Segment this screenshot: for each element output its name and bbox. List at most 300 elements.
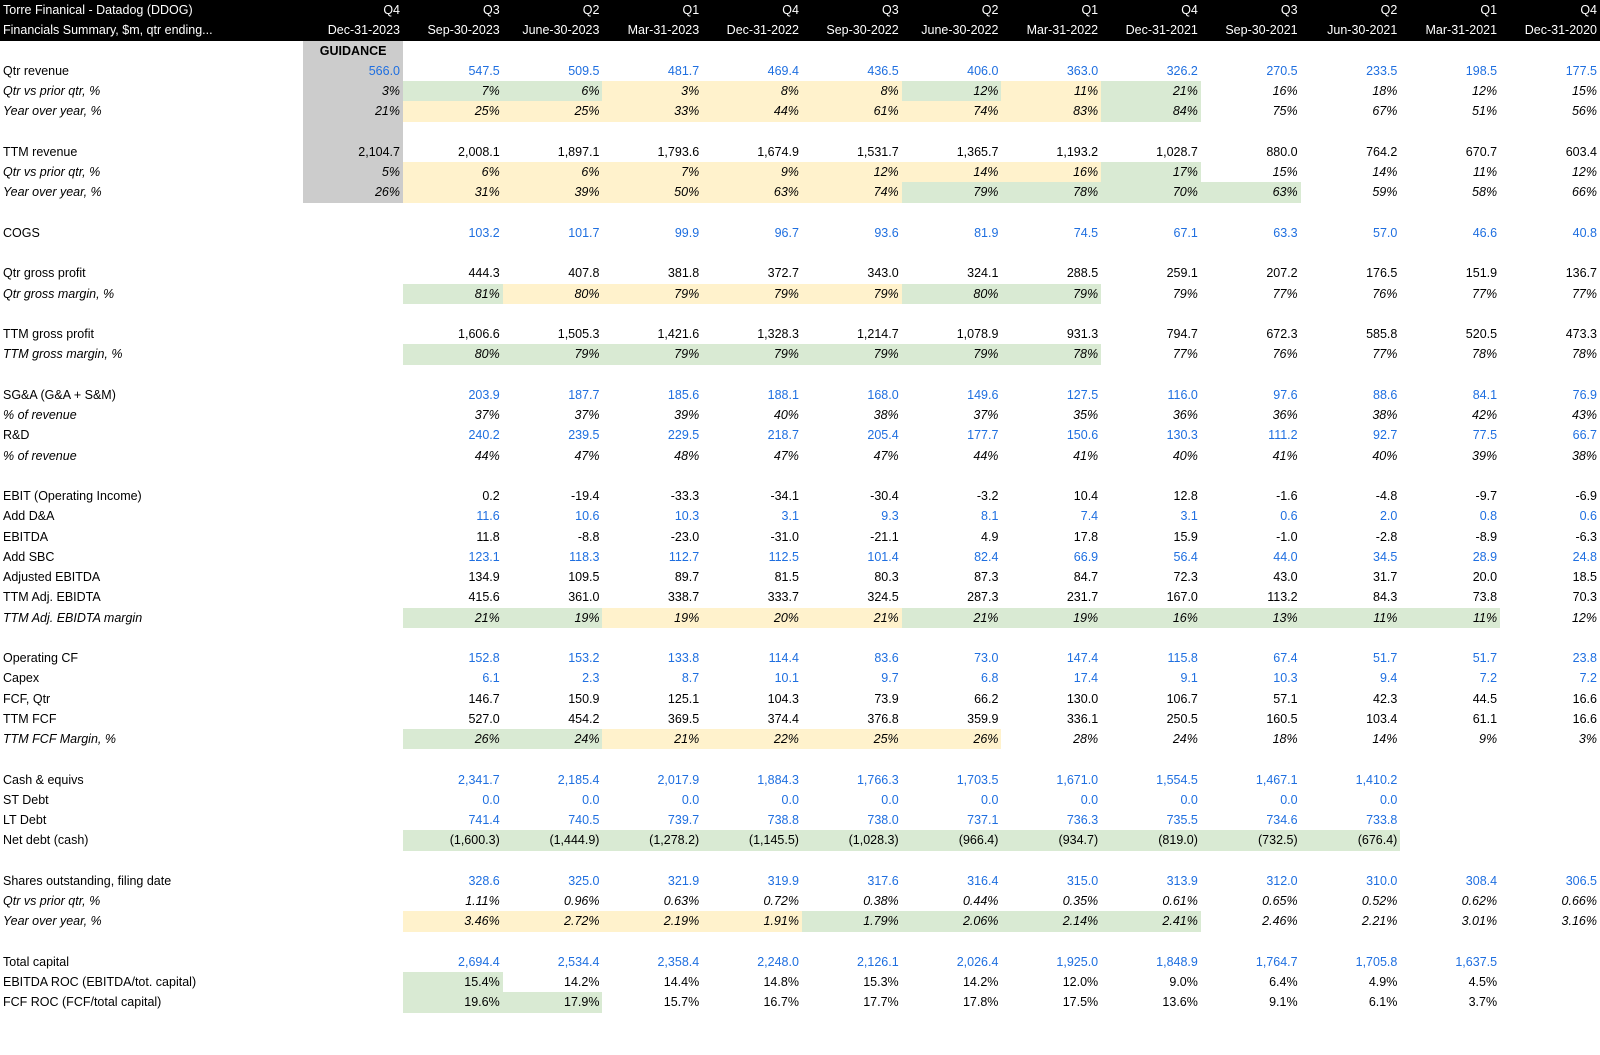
value-cell[interactable]: 1,671.0 <box>1056 772 1099 787</box>
value-cell[interactable]: 9% <box>702 162 802 182</box>
value-cell[interactable]: 63.3 <box>1273 225 1298 240</box>
value-cell[interactable]: -33.3 <box>670 489 700 504</box>
empty-cell[interactable] <box>1400 749 1500 769</box>
value-cell[interactable]: (934.7) <box>1001 830 1101 850</box>
guidance-header[interactable]: GUIDANCE <box>303 41 403 61</box>
empty-cell[interactable] <box>503 365 603 385</box>
value-cell[interactable]: 16% <box>1272 84 1298 99</box>
empty-cell[interactable] <box>1400 851 1500 871</box>
value-cell[interactable]: 73.9 <box>874 691 899 706</box>
value-cell[interactable]: 177.7 <box>967 428 999 443</box>
guidance-value-cell[interactable] <box>303 729 403 749</box>
value-cell[interactable]: 738.8 <box>767 813 799 828</box>
value-cell[interactable]: 0.66% <box>1561 894 1597 909</box>
value-cell[interactable]: 0.6 <box>1280 509 1298 524</box>
empty-cell[interactable] <box>0 304 303 324</box>
value-cell[interactable]: 6% <box>503 81 603 101</box>
value-cell[interactable]: 67.1 <box>1173 225 1198 240</box>
value-cell[interactable]: -23.0 <box>670 529 700 544</box>
value-cell[interactable]: 78% <box>1472 347 1498 362</box>
date-header-cell[interactable]: Dec-31-2022 <box>702 20 802 40</box>
value-cell[interactable]: 12% <box>1571 165 1597 180</box>
empty-cell[interactable] <box>1101 628 1201 648</box>
empty-cell[interactable] <box>802 243 902 263</box>
empty-cell[interactable] <box>602 122 702 142</box>
value-cell[interactable]: 21% <box>902 608 1002 628</box>
value-cell[interactable]: 7.4 <box>1080 509 1099 524</box>
row-label[interactable]: Shares outstanding, filing date <box>3 873 172 888</box>
value-cell[interactable]: 78% <box>1571 347 1597 362</box>
value-cell[interactable]: 0.0 <box>1379 792 1398 807</box>
value-cell[interactable]: 1,637.5 <box>1455 954 1498 969</box>
value-cell[interactable]: 1,793.6 <box>657 144 700 159</box>
guidance-value-cell[interactable] <box>303 648 403 668</box>
value-cell[interactable]: 130.3 <box>1166 428 1198 443</box>
row-label[interactable]: Operating CF <box>3 651 79 666</box>
value-cell[interactable]: 153.2 <box>568 651 600 666</box>
value-cell[interactable]: 6% <box>403 162 503 182</box>
empty-cell[interactable] <box>602 466 702 486</box>
value-cell[interactable]: 81.5 <box>774 570 799 585</box>
value-cell[interactable]: 10.3 <box>1273 671 1298 686</box>
empty-cell[interactable] <box>1500 304 1600 324</box>
empty-cell[interactable] <box>1400 243 1500 263</box>
value-cell[interactable]: 4.9 <box>981 529 999 544</box>
value-cell[interactable]: 38% <box>1372 408 1398 423</box>
guidance-value-cell[interactable] <box>303 324 403 344</box>
value-cell[interactable]: 288.5 <box>1066 266 1099 281</box>
value-cell[interactable]: 1,505.3 <box>557 327 600 342</box>
guidance-value-cell[interactable] <box>303 547 403 567</box>
value-cell[interactable]: 1,766.3 <box>856 772 899 787</box>
value-cell[interactable]: 527.0 <box>468 711 500 726</box>
value-cell[interactable]: 231.7 <box>1066 590 1099 605</box>
value-cell[interactable]: 17.8% <box>962 995 999 1010</box>
value-cell[interactable]: 79% <box>902 182 1002 202</box>
value-cell[interactable]: 84.7 <box>1073 570 1099 585</box>
value-cell[interactable]: 12.0% <box>1062 975 1099 990</box>
empty-cell[interactable] <box>1201 365 1301 385</box>
value-cell[interactable]: 0.0 <box>1080 792 1099 807</box>
value-cell[interactable]: 16.6 <box>1572 711 1597 726</box>
value-cell[interactable]: 2.0 <box>1379 509 1398 524</box>
value-cell[interactable]: 2.21% <box>1361 914 1398 929</box>
value-cell[interactable]: 61% <box>802 101 902 121</box>
value-cell[interactable]: 19% <box>602 608 702 628</box>
value-cell[interactable]: 3.01% <box>1461 914 1498 929</box>
value-cell[interactable]: 3.46% <box>403 911 503 931</box>
value-cell[interactable]: 92.7 <box>1373 428 1398 443</box>
empty-cell[interactable] <box>1201 122 1301 142</box>
value-cell[interactable]: 17% <box>1101 162 1201 182</box>
empty-cell[interactable] <box>1101 851 1201 871</box>
value-cell[interactable]: 42.3 <box>1373 691 1398 706</box>
empty-cell[interactable] <box>303 304 403 324</box>
guidance-value-cell[interactable]: 26% <box>303 182 403 202</box>
empty-cell[interactable] <box>702 851 802 871</box>
value-cell[interactable]: 1,328.3 <box>757 327 799 342</box>
value-cell[interactable]: 101.7 <box>568 225 600 240</box>
value-cell[interactable]: (732.5) <box>1201 830 1301 850</box>
guidance-value-cell[interactable] <box>303 709 403 729</box>
value-cell[interactable]: 23.8 <box>1572 651 1597 666</box>
empty-cell[interactable] <box>602 243 702 263</box>
value-cell[interactable]: 0.72% <box>763 894 799 909</box>
empty-cell[interactable] <box>902 365 1002 385</box>
value-cell[interactable]: 240.2 <box>468 428 500 443</box>
empty-cell[interactable] <box>802 203 902 223</box>
empty-cell[interactable] <box>1001 203 1101 223</box>
empty-cell[interactable] <box>0 851 303 871</box>
empty-cell[interactable] <box>303 243 403 263</box>
empty-cell[interactable] <box>602 932 702 952</box>
value-cell[interactable]: 0.61% <box>1162 894 1198 909</box>
date-header-cell[interactable]: Sep-30-2021 <box>1201 20 1301 40</box>
value-cell[interactable]: 40% <box>1372 448 1398 463</box>
empty-cell[interactable] <box>403 122 503 142</box>
guidance-value-cell[interactable] <box>303 385 403 405</box>
value-cell[interactable]: 21% <box>602 729 702 749</box>
value-cell[interactable]: 1,848.9 <box>1156 954 1198 969</box>
value-cell[interactable]: -1.6 <box>1276 489 1298 504</box>
value-cell[interactable]: 16.6 <box>1572 691 1597 706</box>
value-cell[interactable]: 3% <box>1578 732 1597 747</box>
value-cell[interactable]: 106.7 <box>1166 691 1198 706</box>
empty-cell[interactable] <box>1201 203 1301 223</box>
value-cell[interactable] <box>1500 972 1600 992</box>
value-cell[interactable]: 18% <box>1272 732 1298 747</box>
row-label[interactable]: EBITDA ROC (EBITDA/tot. capital) <box>3 975 197 990</box>
value-cell[interactable]: 15.3% <box>863 975 899 990</box>
value-cell[interactable]: 481.7 <box>667 63 700 78</box>
row-label[interactable]: Year over year, % <box>3 185 102 200</box>
value-cell[interactable]: 8.7 <box>681 671 700 686</box>
empty-cell[interactable] <box>902 628 1002 648</box>
guidance-value-cell[interactable] <box>303 810 403 830</box>
value-cell[interactable]: 1,925.0 <box>1056 954 1099 969</box>
value-cell[interactable]: -30.4 <box>870 489 899 504</box>
empty-cell[interactable] <box>802 466 902 486</box>
value-cell[interactable]: 436.5 <box>867 63 899 78</box>
value-cell[interactable]: 12% <box>1571 610 1597 625</box>
empty-cell[interactable] <box>303 932 403 952</box>
value-cell[interactable]: 40% <box>773 408 799 423</box>
value-cell[interactable]: 14.2% <box>962 975 999 990</box>
empty-cell[interactable] <box>1500 203 1600 223</box>
value-cell[interactable]: 10.6 <box>575 509 600 524</box>
empty-cell[interactable] <box>1201 304 1301 324</box>
value-cell[interactable]: 287.3 <box>967 590 999 605</box>
value-cell[interactable]: 738.0 <box>867 813 899 828</box>
empty-cell[interactable] <box>602 365 702 385</box>
empty-cell[interactable] <box>1301 851 1401 871</box>
guidance-value-cell[interactable]: 3% <box>303 81 403 101</box>
empty-cell[interactable] <box>702 304 802 324</box>
quarter-header-cell[interactable]: Q2 <box>902 0 1002 20</box>
value-cell[interactable]: 734.6 <box>1266 813 1298 828</box>
guidance-value-cell[interactable] <box>303 790 403 810</box>
value-cell[interactable]: 150.9 <box>568 691 600 706</box>
value-cell[interactable]: 10.3 <box>674 509 700 524</box>
value-cell[interactable]: 116.0 <box>1167 387 1198 402</box>
value-cell[interactable]: 372.7 <box>767 266 799 281</box>
value-cell[interactable]: 22% <box>702 729 802 749</box>
empty-cell[interactable] <box>0 932 303 952</box>
value-cell[interactable]: 80% <box>403 344 503 364</box>
guidance-value-cell[interactable] <box>303 223 403 243</box>
empty-cell[interactable] <box>702 203 802 223</box>
value-cell[interactable]: 2.14% <box>1001 911 1101 931</box>
value-cell[interactable]: 79% <box>602 344 702 364</box>
value-cell[interactable]: 24.8 <box>1572 549 1597 564</box>
value-cell[interactable]: 6.8 <box>981 671 999 686</box>
empty-cell[interactable] <box>602 41 702 61</box>
value-cell[interactable]: 112.5 <box>768 549 799 564</box>
row-label[interactable]: TTM Adj. EBIDTA <box>3 590 101 605</box>
value-cell[interactable]: 7.2 <box>1579 671 1597 686</box>
value-cell[interactable]: 21% <box>802 608 902 628</box>
value-cell[interactable]: 123.1 <box>468 549 500 564</box>
value-cell[interactable]: 58% <box>1472 185 1498 200</box>
value-cell[interactable]: -1.0 <box>1276 529 1298 544</box>
empty-cell[interactable] <box>602 304 702 324</box>
empty-cell[interactable] <box>902 466 1002 486</box>
empty-cell[interactable] <box>1201 932 1301 952</box>
value-cell[interactable]: 14.2% <box>564 975 600 990</box>
row-label[interactable]: Total capital <box>3 954 70 969</box>
value-cell[interactable]: 24% <box>503 729 603 749</box>
empty-cell[interactable] <box>1001 628 1101 648</box>
value-cell[interactable]: 112.7 <box>668 549 700 564</box>
row-label[interactable]: LT Debt <box>3 813 47 828</box>
value-cell[interactable]: 250.5 <box>1166 711 1198 726</box>
date-header-cell[interactable]: Jun-30-2021 <box>1301 20 1401 40</box>
value-cell[interactable]: 17.8 <box>1073 529 1099 544</box>
empty-cell[interactable] <box>1301 749 1401 769</box>
value-cell[interactable]: 39% <box>503 182 603 202</box>
value-cell[interactable]: 7% <box>403 81 503 101</box>
row-label[interactable]: TTM FCF <box>3 711 57 726</box>
value-cell[interactable]: 66% <box>1571 185 1597 200</box>
row-label[interactable]: TTM revenue <box>3 144 78 159</box>
value-cell[interactable]: 14.4% <box>663 975 700 990</box>
value-cell[interactable]: 51.7 <box>1472 651 1498 666</box>
value-cell[interactable]: 406.0 <box>967 63 999 78</box>
value-cell[interactable]: 0.0 <box>681 792 700 807</box>
empty-cell[interactable] <box>1500 243 1600 263</box>
row-label[interactable]: COGS <box>3 225 40 240</box>
date-header-cell[interactable]: Dec-31-2021 <box>1101 20 1201 40</box>
value-cell[interactable]: 70.3 <box>1572 590 1597 605</box>
empty-cell[interactable] <box>303 851 403 871</box>
value-cell[interactable]: 73.0 <box>974 651 999 666</box>
value-cell[interactable]: 880.0 <box>1266 144 1298 159</box>
value-cell[interactable]: 21% <box>1101 81 1201 101</box>
value-cell[interactable]: 1,028.7 <box>1156 144 1198 159</box>
empty-cell[interactable] <box>802 851 902 871</box>
value-cell[interactable]: 21% <box>403 608 503 628</box>
value-cell[interactable]: 0.38% <box>863 894 899 909</box>
value-cell[interactable]: 2,694.4 <box>458 954 500 969</box>
empty-cell[interactable] <box>1001 243 1101 263</box>
empty-cell[interactable] <box>1400 203 1500 223</box>
value-cell[interactable]: 103.4 <box>1366 711 1398 726</box>
empty-cell[interactable] <box>702 932 802 952</box>
value-cell[interactable]: 17.4 <box>1073 671 1099 686</box>
value-cell[interactable]: 44.0 <box>1273 549 1298 564</box>
empty-cell[interactable] <box>1001 466 1101 486</box>
value-cell[interactable]: 40.8 <box>1572 225 1597 240</box>
value-cell[interactable] <box>1400 770 1500 790</box>
value-cell[interactable]: 28% <box>1073 732 1099 747</box>
guidance-value-cell[interactable] <box>303 668 403 688</box>
value-cell[interactable]: 0.0 <box>1280 792 1298 807</box>
value-cell[interactable]: (1,028.3) <box>802 830 902 850</box>
value-cell[interactable]: 79% <box>1001 284 1101 304</box>
value-cell[interactable]: -6.3 <box>1575 529 1597 544</box>
empty-cell[interactable] <box>503 466 603 486</box>
value-cell[interactable]: 205.4 <box>867 428 899 443</box>
empty-cell[interactable] <box>0 365 303 385</box>
value-cell[interactable]: (676.4) <box>1301 830 1401 850</box>
value-cell[interactable]: 39% <box>674 408 700 423</box>
empty-cell[interactable] <box>1400 41 1500 61</box>
value-cell[interactable]: 84% <box>1101 101 1201 121</box>
value-cell[interactable]: 11% <box>1400 608 1500 628</box>
row-label[interactable]: Add SBC <box>3 549 55 564</box>
empty-cell[interactable] <box>303 203 403 223</box>
row-label[interactable]: SG&A (G&A + S&M) <box>3 387 116 402</box>
empty-cell[interactable] <box>1500 122 1600 142</box>
value-cell[interactable]: 42% <box>1472 408 1498 423</box>
value-cell[interactable]: 66.7 <box>1572 428 1597 443</box>
value-cell[interactable]: 735.5 <box>1166 813 1198 828</box>
value-cell[interactable]: 84.1 <box>1472 387 1498 402</box>
empty-cell[interactable] <box>902 932 1002 952</box>
value-cell[interactable]: 81% <box>403 284 503 304</box>
quarter-header-cell[interactable]: Q1 <box>1400 0 1500 20</box>
value-cell[interactable]: 79% <box>802 284 902 304</box>
value-cell[interactable]: 0.62% <box>1461 894 1498 909</box>
value-cell[interactable]: -9.7 <box>1475 489 1498 504</box>
value-cell[interactable]: 2.41% <box>1101 911 1201 931</box>
value-cell[interactable] <box>1500 992 1600 1012</box>
value-cell[interactable]: 0.35% <box>1062 894 1099 909</box>
value-cell[interactable]: 1,884.3 <box>757 772 799 787</box>
value-cell[interactable]: 8% <box>702 81 802 101</box>
value-cell[interactable]: 1,703.5 <box>956 772 999 787</box>
value-cell[interactable]: 57.0 <box>1373 225 1398 240</box>
value-cell[interactable]: 198.5 <box>1465 63 1498 78</box>
value-cell[interactable]: 47% <box>773 448 799 463</box>
value-cell[interactable]: -3.2 <box>976 489 999 504</box>
row-label[interactable]: FCF ROC (FCF/total capital) <box>3 995 162 1010</box>
empty-cell[interactable] <box>802 304 902 324</box>
value-cell[interactable]: 152.8 <box>468 651 500 666</box>
empty-cell[interactable] <box>1400 466 1500 486</box>
empty-cell[interactable] <box>802 628 902 648</box>
value-cell[interactable]: 374.4 <box>767 711 799 726</box>
empty-cell[interactable] <box>1301 365 1401 385</box>
row-label[interactable]: TTM gross margin, % <box>3 347 123 362</box>
value-cell[interactable]: 56% <box>1571 104 1597 119</box>
row-label[interactable]: EBIT (Operating Income) <box>3 489 142 504</box>
value-cell[interactable]: 343.0 <box>867 266 899 281</box>
empty-cell[interactable] <box>702 41 802 61</box>
value-cell[interactable]: 0.44% <box>962 894 999 909</box>
value-cell[interactable]: 2.3 <box>582 671 600 686</box>
value-cell[interactable]: 8% <box>802 81 902 101</box>
value-cell[interactable]: 25% <box>802 729 902 749</box>
empty-cell[interactable] <box>303 749 403 769</box>
value-cell[interactable]: 1,078.9 <box>956 327 999 342</box>
empty-cell[interactable] <box>1001 851 1101 871</box>
value-cell[interactable]: 12% <box>1472 84 1498 99</box>
value-cell[interactable]: 67% <box>1372 104 1398 119</box>
guidance-value-cell[interactable] <box>303 446 403 466</box>
sheet-title[interactable]: Torre Finanical - Datadog (DDOG) <box>0 0 303 20</box>
empty-cell[interactable] <box>503 243 603 263</box>
empty-cell[interactable] <box>1500 466 1600 486</box>
value-cell[interactable]: 35% <box>1073 408 1099 423</box>
value-cell[interactable]: 77% <box>1372 347 1398 362</box>
empty-cell[interactable] <box>403 243 503 263</box>
value-cell[interactable]: 740.5 <box>568 813 600 828</box>
value-cell[interactable]: 6% <box>503 162 603 182</box>
empty-cell[interactable] <box>403 749 503 769</box>
value-cell[interactable]: 2,248.0 <box>757 954 799 969</box>
empty-cell[interactable] <box>1101 466 1201 486</box>
value-cell[interactable]: 33% <box>602 101 702 121</box>
value-cell[interactable]: 72.3 <box>1173 570 1198 585</box>
value-cell[interactable]: 79% <box>602 284 702 304</box>
value-cell[interactable]: 2.19% <box>602 911 702 931</box>
value-cell[interactable]: 150.6 <box>1066 428 1099 443</box>
value-cell[interactable]: 520.5 <box>1465 327 1498 342</box>
value-cell[interactable]: 338.7 <box>667 590 700 605</box>
value-cell[interactable]: 167.0 <box>1166 590 1198 605</box>
value-cell[interactable]: 104.3 <box>767 691 799 706</box>
row-label[interactable]: Qtr vs prior qtr, % <box>3 84 101 99</box>
value-cell[interactable]: 147.4 <box>1066 651 1099 666</box>
guidance-value-cell[interactable] <box>303 911 403 931</box>
value-cell[interactable]: 3% <box>602 81 702 101</box>
value-cell[interactable]: 40% <box>1172 448 1198 463</box>
value-cell[interactable]: (1,600.3) <box>403 830 503 850</box>
value-cell[interactable]: 312.0 <box>1266 873 1298 888</box>
date-header-cell[interactable]: June-30-2023 <box>503 20 603 40</box>
value-cell[interactable]: 361.0 <box>568 590 600 605</box>
value-cell[interactable]: 81.9 <box>974 225 999 240</box>
value-cell[interactable]: 2,341.7 <box>458 772 500 787</box>
value-cell[interactable]: 88.6 <box>1373 387 1398 402</box>
empty-cell[interactable] <box>802 41 902 61</box>
empty-cell[interactable] <box>403 932 503 952</box>
value-cell[interactable]: 10.4 <box>1073 489 1099 504</box>
value-cell[interactable]: 79% <box>702 284 802 304</box>
empty-cell[interactable] <box>602 203 702 223</box>
value-cell[interactable]: 310.0 <box>1366 873 1398 888</box>
quarter-header-cell[interactable]: Q4 <box>303 0 403 20</box>
quarter-header-cell[interactable]: Q1 <box>1001 0 1101 20</box>
quarter-header-cell[interactable]: Q3 <box>802 0 902 20</box>
value-cell[interactable]: 46.6 <box>1472 225 1498 240</box>
row-label[interactable] <box>0 41 303 61</box>
value-cell[interactable]: 83.6 <box>874 651 899 666</box>
value-cell[interactable]: 103.2 <box>468 225 500 240</box>
value-cell[interactable]: 469.4 <box>767 63 799 78</box>
empty-cell[interactable] <box>1201 243 1301 263</box>
